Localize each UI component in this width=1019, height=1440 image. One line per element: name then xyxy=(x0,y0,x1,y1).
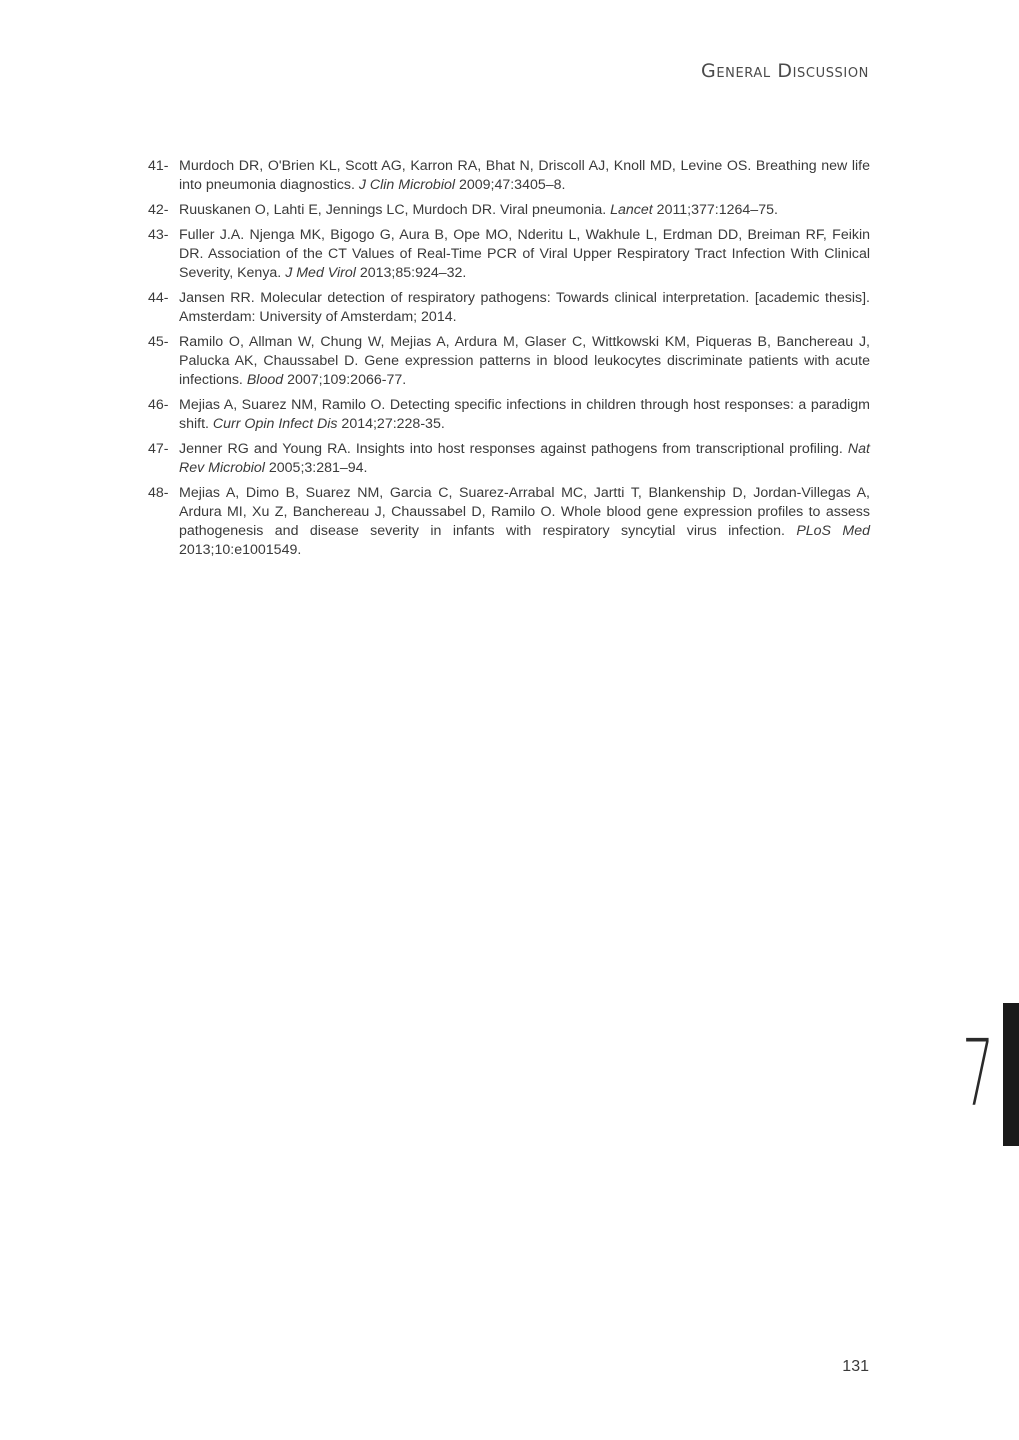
reference-item xyxy=(148,201,870,220)
reference-text xyxy=(179,226,870,283)
reference-segment: Jansen RR. Molecular detection of respiratory pathogens: Towards clinical interpretation. [academic thesis]. Amsterdam: University of Amsterdam; 2014. xyxy=(179,290,870,325)
reference-number: 41- xyxy=(148,158,169,174)
reference-segment: 2014;27:228-35. xyxy=(337,416,445,432)
reference-number: 42- xyxy=(148,202,169,218)
reference-text xyxy=(179,333,870,390)
reference-item xyxy=(148,440,870,478)
reference-text xyxy=(179,201,870,220)
page-number: 131 xyxy=(842,1358,869,1375)
reference-text xyxy=(179,157,870,195)
running-header: General Discussion xyxy=(701,60,869,82)
journal-title: Lancet xyxy=(610,202,653,218)
reference-text xyxy=(179,440,870,478)
reference-number: 44- xyxy=(148,290,169,306)
journal-title: PLoS Med xyxy=(796,523,871,539)
reference-item xyxy=(148,157,870,195)
journal-title: Blood xyxy=(246,372,284,388)
reference-item xyxy=(148,484,870,560)
reference-segment: Ruuskanen O, Lahti E, Jennings LC, Murdoch DR. Viral pneumonia. xyxy=(179,202,611,218)
chapter-tab-bar xyxy=(1003,1003,1019,1146)
reference-segment: Fuller J.A. Njenga MK, Bigogo G, Aura B, Ope MO, Nderitu L, Wakhule L, Erdman DD, Breiman RF, Feikin DR. Association of the CT Values of Real-Time PCR of Viral Upper Respiratory Tract Infection With Clinical Severity, Kenya. xyxy=(179,227,870,281)
reference-text xyxy=(179,396,870,434)
reference-item xyxy=(148,333,870,390)
reference-text xyxy=(179,289,870,327)
reference-segment: 2005;3:281–94. xyxy=(264,460,368,476)
reference-number: 45- xyxy=(148,334,169,350)
reference-segment: Mejias A, Dimo B, Suarez NM, Garcia C, Suarez-Arrabal MC, Jartti T, Blankenship D, Jordan-Villegas A, Ardura MI, Xu Z, Banchereau J, Chaussabel D, Ramilo O. Whole blood gene expression profiles to assess pathogenesis and disease severity in infants with respiratory syncytial virus infection. xyxy=(179,485,870,539)
reference-number: 48- xyxy=(148,485,169,501)
reference-item xyxy=(148,396,870,434)
reference-list xyxy=(148,157,870,566)
journal-title: Nat Rev Microbiol xyxy=(179,441,870,476)
reference-number: 46- xyxy=(148,397,169,413)
journal-title: J Clin Microbiol xyxy=(358,177,456,193)
journal-title: J Med Virol xyxy=(285,265,356,281)
journal-title: Curr Opin Infect Dis xyxy=(212,416,338,432)
reference-segment: Mejias A, Suarez NM, Ramilo O. Detecting specific infections in children through host responses: a paradigm shift. xyxy=(179,397,870,432)
reference-segment: 2013;85:924–32. xyxy=(355,265,467,281)
reference-item xyxy=(148,226,870,283)
chapter-number: 7 xyxy=(962,1020,995,1127)
reference-number: 47- xyxy=(148,441,169,457)
reference-segment: 2007;109:2066-77. xyxy=(283,372,407,388)
reference-segment: 2013;10:e1001549. xyxy=(179,542,302,558)
reference-segment: Murdoch DR, O'Brien KL, Scott AG, Karron RA, Bhat N, Driscoll AJ, Knoll MD, Levine OS. Breathing new life into pneumonia diagnostics. xyxy=(179,158,870,193)
reference-text xyxy=(179,484,870,560)
reference-segment: 2011;377:1264–75. xyxy=(652,202,778,218)
reference-segment: Ramilo O, Allman W, Chung W, Mejias A, Ardura M, Glaser C, Wittkowski KM, Piqueras B, Banchereau J, Palucka AK, Chaussabel D. Gene expression patterns in blood leukocytes discriminate patients with acute infections. xyxy=(179,334,870,388)
reference-segment: 2009;47:3405–8. xyxy=(455,177,566,193)
reference-item xyxy=(148,289,870,327)
reference-number: 43- xyxy=(148,227,169,243)
reference-segment: Jenner RG and Young RA. Insights into host responses against pathogens from transcriptional profiling. xyxy=(179,441,848,457)
